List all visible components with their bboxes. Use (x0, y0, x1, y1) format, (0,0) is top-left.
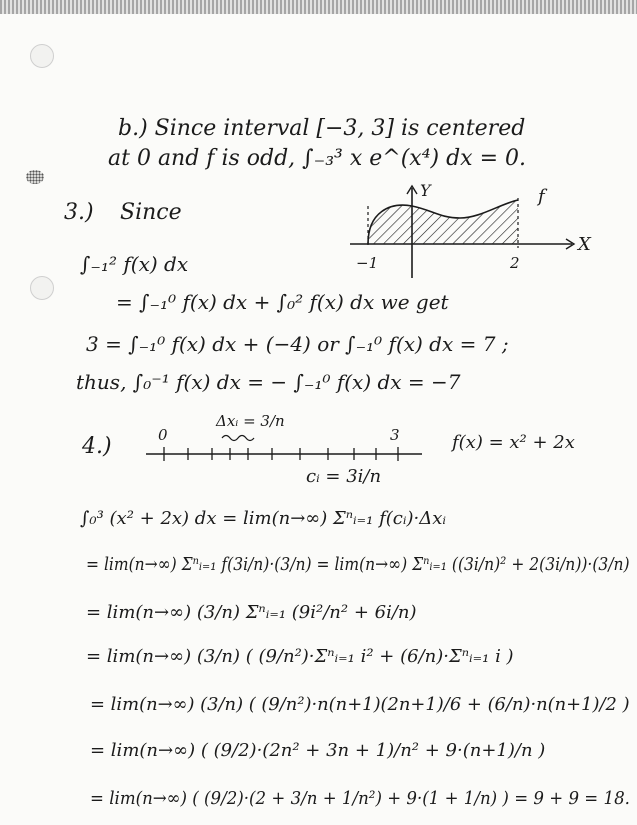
problem-3-conclusion: thus, ∫₀⁻¹ f(x) dx = − ∫₋₁⁰ f(x) dx = −7 (76, 370, 461, 394)
tick-label-right: 2 (510, 254, 520, 272)
scan-speck (26, 170, 44, 184)
tick-label-left: −1 (356, 254, 379, 272)
x-axis-label: X (578, 234, 591, 255)
function-definition: f(x) = x² + 2x (452, 432, 575, 453)
riemann-step-3: = lim(n→∞) (3/n) Σⁿᵢ₌₁ (9i²/n² + 6i/n) (86, 602, 417, 623)
punch-hole (30, 44, 54, 68)
problem-3-integral: ∫₋₁² f(x) dx (80, 252, 189, 276)
riemann-step-4: = lim(n→∞) (3/n) ( (9/n²)·Σⁿᵢ₌₁ i² + (6/n)·Σⁿᵢ₌₁ i ) (86, 646, 514, 667)
delta-x-label: Δxᵢ = 3/n (216, 412, 285, 430)
scan-edge (0, 0, 637, 14)
riemann-step-2: = lim(n→∞) Σⁿᵢ₌₁ f(3i/n)·(3/n) = lim(n→∞) Σⁿᵢ₌₁ ((3i/n)² + 2(3i/n))·(3/n) (86, 554, 630, 575)
function-label: f (538, 186, 545, 207)
problem-3-split: = ∫₋₁⁰ f(x) dx + ∫₀² f(x) dx we get (116, 290, 449, 314)
riemann-step-1: ∫₀³ (x² + 2x) dx = lim(n→∞) Σⁿᵢ₌₁ f(cᵢ)·Δxᵢ (80, 508, 446, 529)
tick-label-start: 0 (158, 426, 168, 444)
problem-3-substituted: 3 = ∫₋₁⁰ f(x) dx + (−4) or ∫₋₁⁰ f(x) dx = 7 ; (86, 332, 509, 356)
riemann-step-7: = lim(n→∞) ( (9/2)·(2 + 3/n + 1/n²) + 9·(1 + 1/n) ) = 9 + 9 = 18. (90, 788, 630, 809)
problem-4-label: 4.) (82, 434, 112, 459)
riemann-step-6: = lim(n→∞) ( (9/2)·(2n² + 3n + 1)/n² + 9·(n+1)/n ) (90, 740, 546, 761)
interval-brace (222, 436, 254, 441)
problem-3-since: Since (120, 200, 182, 225)
problem-6b-line-2: at 0 and f is odd, ∫₋₃³ x e^(x⁴) dx = 0. (108, 146, 526, 171)
punch-hole (30, 276, 54, 300)
area-graph (340, 178, 600, 278)
partition-number-line (140, 410, 430, 492)
riemann-step-5: = lim(n→∞) (3/n) ( (9/n²)·n(n+1)(2n+1)/6 + (6/n)·n(n+1)/2 ) (90, 694, 630, 715)
problem-6b-line-1: b.) Since interval [−3, 3] is centered (118, 116, 526, 141)
problem-3-label: 3.) (64, 200, 94, 225)
y-axis-label: Y (420, 181, 431, 200)
tick-label-end: 3 (390, 426, 400, 444)
sample-point: cᵢ = 3i/n (306, 466, 382, 487)
